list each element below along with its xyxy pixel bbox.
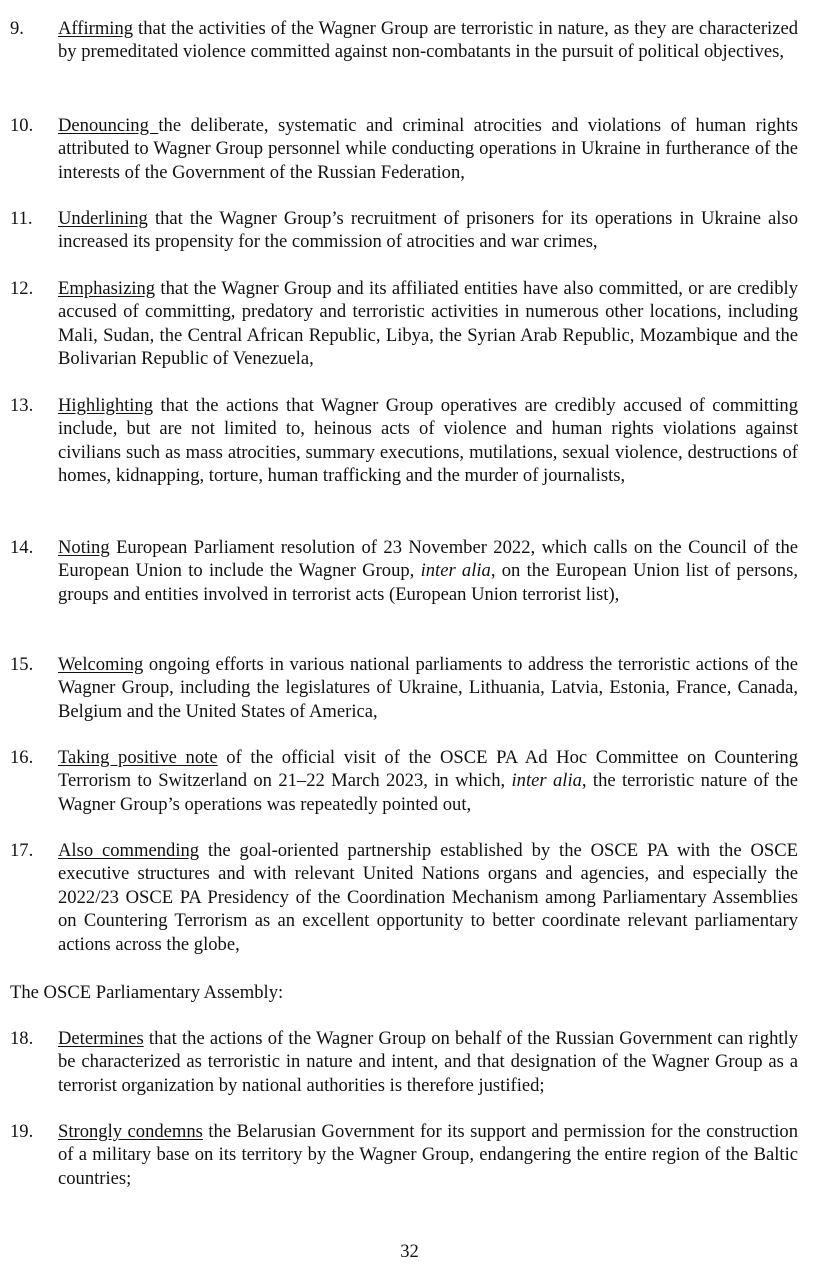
paragraph-text [58, 277, 798, 371]
paragraph-text [58, 207, 798, 254]
paragraph-segment: that the activities of the Wagner Group are terroristic in nature, as they are characterized by premeditated violence committed against non-combatants in the pursuit of political objectives, [58, 18, 798, 63]
paragraph-text [58, 653, 798, 723]
paragraph-segment: that the actions that Wagner Group operatives are credibly accused of committing include, but are not limited to, heinous acts of violence and human rights violations against civilians such as mass atrocities, summary executions, mutilations, sexual violence, destructions of homes, kidnapping, torture, human trafficking and the murder of journalists, [58, 395, 798, 487]
numbered-paragraph [10, 653, 798, 723]
italic-phrase: inter alia [511, 770, 582, 792]
paragraph-keyword: Welcoming [58, 654, 144, 675]
paragraph-keyword: Affirming [58, 18, 134, 39]
paragraph-segment: of the official visit of the OSCE PA Ad Hoc Committee on Countering Terrorism to Switzerland on 21–22 March 2023, in which, [58, 747, 799, 792]
paragraph-keyword: Noting [58, 537, 110, 558]
numbered-paragraph [10, 1120, 798, 1190]
paragraph-segment: , on the European Union list of persons, groups and entities involved in terrorist acts (European Union terrorist list), [58, 560, 798, 605]
paragraph-number: 10. [10, 115, 34, 136]
paragraph-number: 18. [10, 1028, 34, 1049]
numbered-paragraph [10, 114, 798, 184]
paragraph-keyword: Underlining [58, 208, 148, 229]
paragraph-segment: the goal-oriented partnership established by the OSCE PA with the OSCE executive structures and with relevant United Nations organs and agencies, and especially the 2022/23 OSCE PA Presidency of the Coordination Mechanism among Parliamentary Assemblies on Countering Terrorism as an excellent opportunity to better coordinate relevant parliamentary actions across the globe, [58, 840, 798, 955]
paragraph-keyword: Determines [58, 1028, 144, 1049]
paragraph-keyword: Taking positive note [58, 747, 218, 768]
paragraph-segment: , the terroristic nature of the Wagner Group’s operations was repeatedly pointed out, [58, 770, 798, 815]
numbered-paragraph [10, 536, 798, 606]
paragraph-text [58, 839, 798, 956]
paragraph-segment: that the actions of the Wagner Group on behalf of the Russian Government can rightly be characterized as terroristic in nature and intent, and that designation of the Wagner Group as a terrorist organization by national authorities is therefore justified; [58, 1028, 798, 1096]
numbered-paragraph [10, 839, 798, 956]
paragraph-segment: the deliberate, systematic and criminal atrocities and violations of human rights attributed to Wagner Group personnel while conducting operations in Ukraine in furtherance of the interests of the Government of the Russian Federation, [58, 115, 798, 183]
numbered-paragraph [10, 207, 798, 254]
paragraph-text [58, 394, 798, 488]
paragraph-text [58, 1027, 798, 1097]
paragraph-keyword: Denouncing [58, 115, 159, 136]
paragraph-keyword: Strongly condemns [58, 1121, 203, 1142]
paragraph-text [58, 536, 798, 606]
numbered-paragraph [10, 746, 798, 816]
paragraph-keyword: Also commending [58, 840, 200, 861]
paragraph-number: 13. [10, 395, 34, 416]
paragraph-number: 14. [10, 537, 34, 558]
paragraph-number: 15. [10, 654, 34, 675]
paragraph-segment: that the Wagner Group and its affiliated entities have also committed, or are credibly accused of committing, predatory and terroristic activities in numerous other locations, including Mali, Sudan, the Central African Republic, Libya, the Syrian Arab Republic, Mozambique and the Bolivarian Republic of Venezuela, [58, 278, 798, 370]
numbered-paragraph [10, 394, 798, 488]
numbered-paragraph [10, 277, 798, 371]
paragraph-keyword: Highlighting [58, 395, 154, 416]
italic-phrase: inter alia [420, 560, 491, 582]
operative-intro: The OSCE Parliamentary Assembly: [10, 982, 284, 1003]
paragraph-number: 9. [10, 18, 24, 39]
paragraph-segment: European Parliament resolution of 23 November 2022, which calls on the Council of the European Union to include the Wagner Group, [58, 537, 798, 582]
paragraph-text [58, 17, 798, 64]
paragraph-text [58, 1120, 798, 1190]
numbered-paragraph [10, 1027, 798, 1097]
paragraph-number: 17. [10, 840, 34, 861]
paragraph-number: 19. [10, 1121, 34, 1142]
paragraph-number: 12. [10, 278, 34, 299]
numbered-paragraph [10, 17, 798, 64]
paragraph-text [58, 114, 798, 184]
paragraph-text [58, 746, 798, 816]
paragraph-segment: ongoing efforts in various national parliaments to address the terroristic actions of the Wagner Group, including the legislatures of Ukraine, Lithuania, Latvia, Estonia, France, Canada, Belgium and the United States of America, [58, 654, 798, 722]
page-number: 32 [400, 1241, 419, 1262]
paragraph-segment: that the Wagner Group’s recruitment of prisoners for its operations in Ukraine also increased its propensity for the commission of atrocities and war crimes, [58, 208, 798, 253]
paragraph-segment: the Belarusian Government for its support and permission for the construction of a military base on its territory by the Wagner Group, endangering the entire region of the Baltic countries; [58, 1121, 799, 1189]
paragraph-number: 16. [10, 747, 34, 768]
paragraph-keyword: Emphasizing [58, 278, 156, 299]
paragraph-number: 11. [10, 208, 33, 229]
